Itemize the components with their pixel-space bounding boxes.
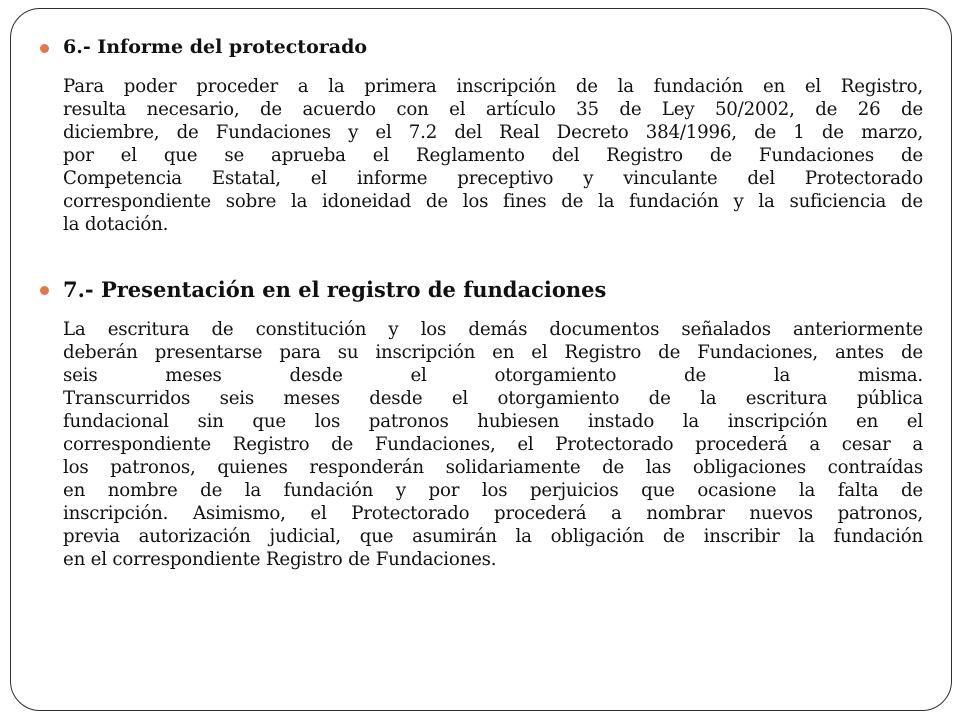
text-line: en el correspondiente Registro de Fundaciones. bbox=[63, 549, 497, 570]
text-line: deberán presentarse para su inscripción en el Registro de Fundaciones, antes de bbox=[63, 342, 923, 363]
text-line: por el que se aprueba el Reglamento del Registro de Fundaciones de bbox=[63, 145, 923, 166]
text-line: diciembre, de Fundaciones y el 7.2 del Real Decreto 384/1996, de 1 de marzo, bbox=[63, 122, 923, 143]
text-line: seis meses desde el otorgamiento de la misma. bbox=[63, 365, 923, 386]
section-title-presentacion-registro: 7.- Presentación en el registro de fundaciones bbox=[63, 277, 607, 302]
text-line: resulta necesario, de acuerdo con el artículo 35 de Ley 50/2002, de 26 de bbox=[63, 99, 923, 120]
bullet-icon bbox=[40, 44, 49, 53]
text-line: fundacional sin que los patronos hubiesen instado la inscripción en el bbox=[63, 411, 923, 432]
section-title-informe-protectorado: 6.- Informe del protectorado bbox=[63, 36, 368, 58]
text-line: La escritura de constitución y los demás documentos señalados anteriormente bbox=[63, 319, 923, 340]
paragraph-presentacion-registro bbox=[63, 318, 923, 571]
text-line: inscripción. Asimismo, el Protectorado procederá a nombrar nuevos patronos, bbox=[63, 503, 923, 524]
bullet-icon bbox=[40, 286, 49, 295]
text-line: Competencia Estatal, el informe preceptivo y vinculante del Protectorado bbox=[63, 168, 923, 189]
text-line: en nombre de la fundación y por los perjuicios que ocasione la falta de bbox=[63, 480, 923, 501]
paragraph-informe-protectorado bbox=[63, 75, 923, 236]
text-line: Para poder proceder a la primera inscripción de la fundación en el Registro, bbox=[63, 76, 923, 97]
text-line: los patronos, quienes responderán solidariamente de las obligaciones contraídas bbox=[63, 457, 923, 478]
text-line: correspondiente Registro de Fundaciones, el Protectorado procederá a cesar a bbox=[63, 434, 923, 455]
text-line: la dotación. bbox=[63, 214, 169, 235]
text-line: Transcurridos seis meses desde el otorgamiento de la escritura pública bbox=[63, 388, 923, 409]
text-line: correspondiente sobre la idoneidad de los fines de la fundación y la suficiencia de bbox=[63, 191, 923, 212]
text-line: previa autorización judicial, que asumirán la obligación de inscribir la fundación bbox=[63, 526, 923, 547]
